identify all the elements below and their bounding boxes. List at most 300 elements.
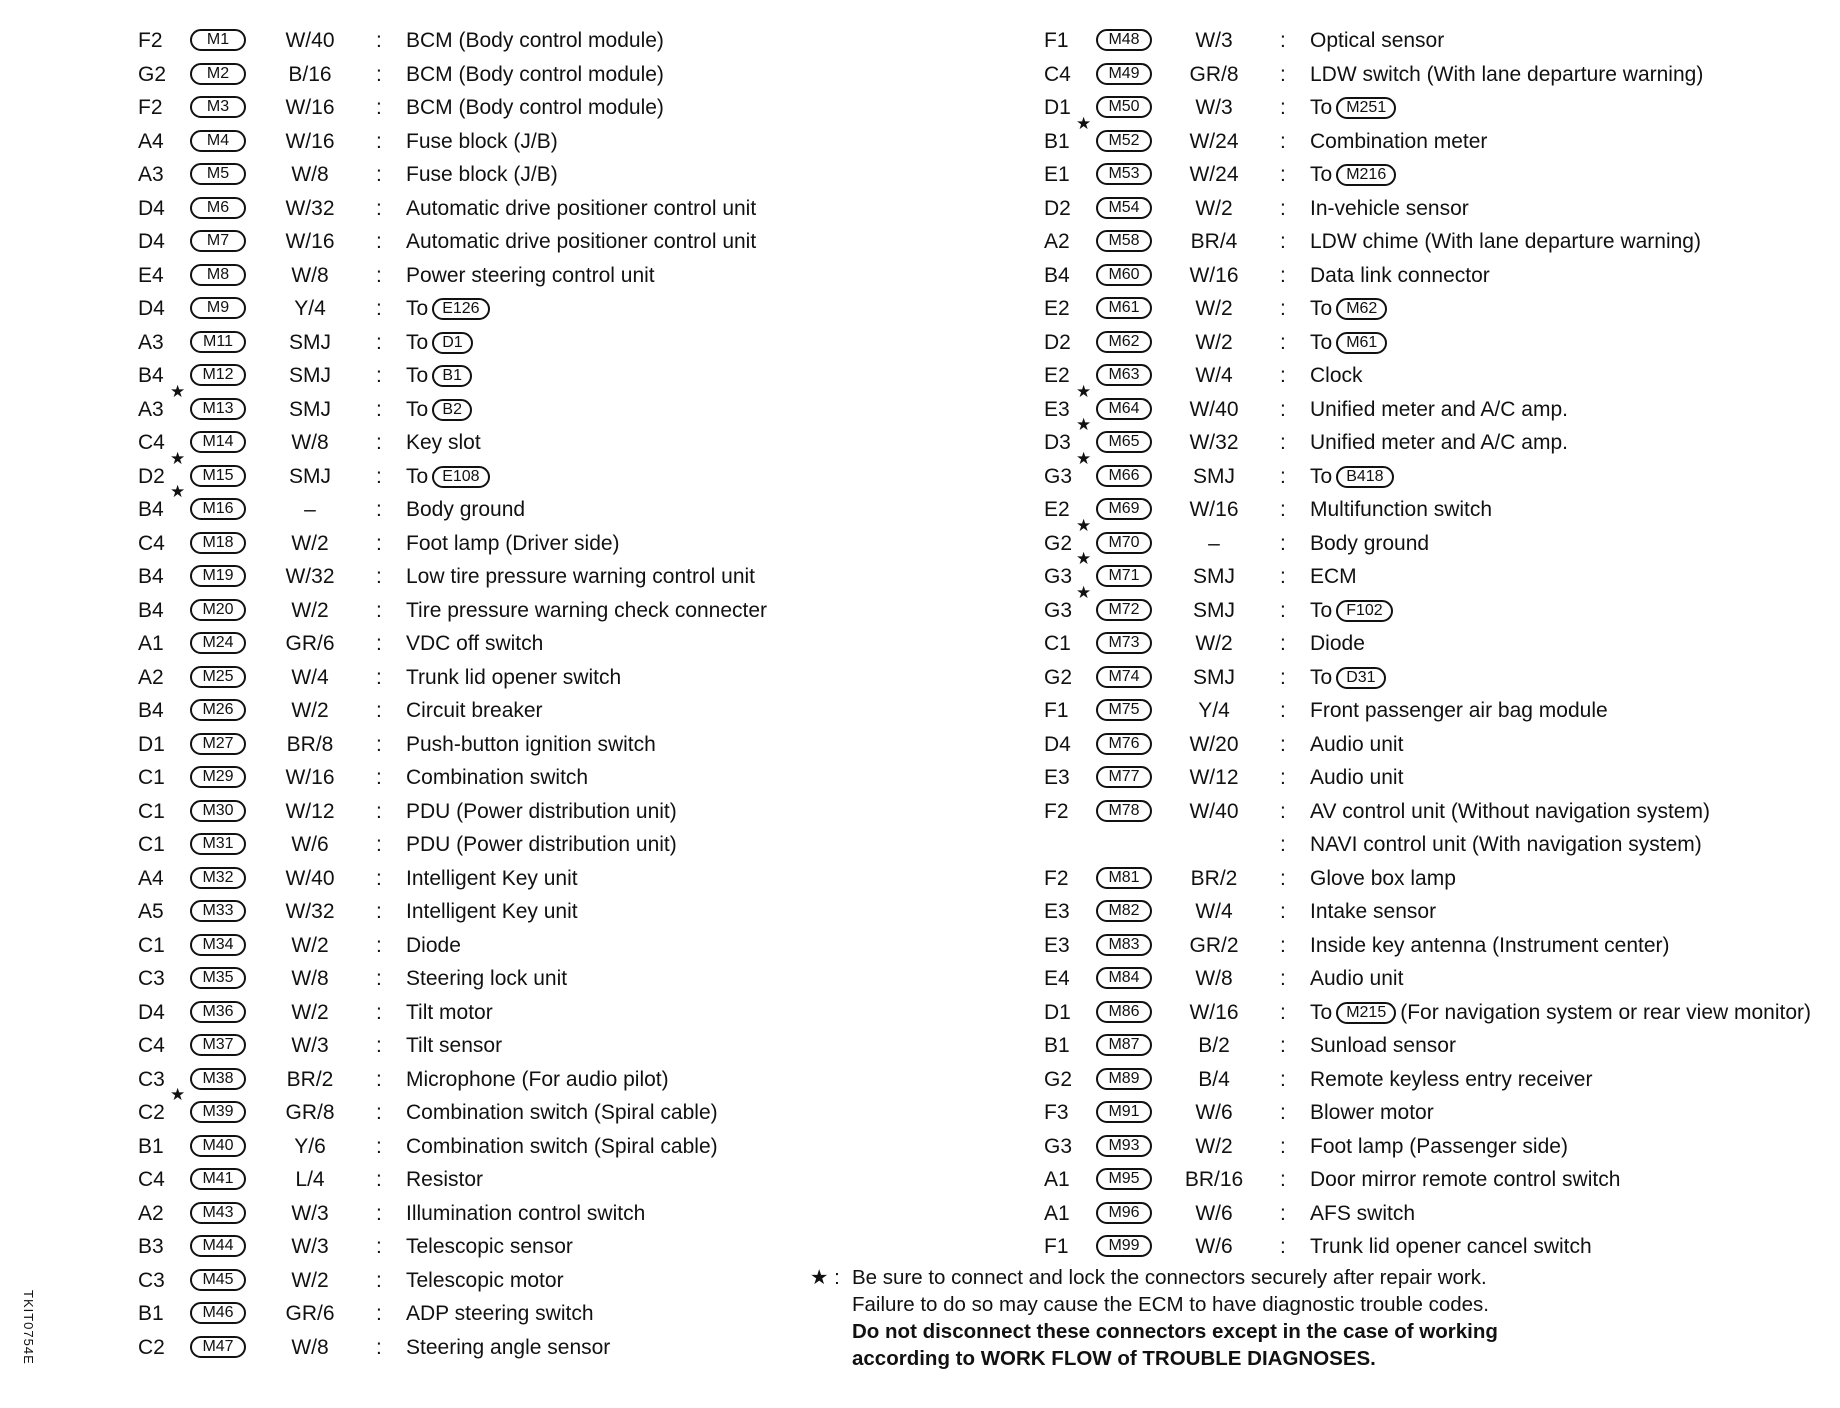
grid-location: A2: [138, 665, 164, 689]
connector-color-code: W/16: [285, 96, 335, 119]
separator: :: [1280, 96, 1286, 119]
connector-badge: M86: [1096, 1001, 1152, 1023]
connector-description: [1310, 761, 1403, 795]
connector-description: [406, 728, 656, 762]
grid-location: A2: [1044, 230, 1070, 253]
connector-color-code: B/4: [1198, 1067, 1230, 1091]
connector-badge: M63: [1096, 364, 1152, 386]
connector-color-code: W/16: [1189, 498, 1239, 521]
connector-description: [1310, 527, 1429, 561]
connector-color-code: W/2: [291, 699, 329, 722]
separator: :: [376, 1134, 382, 1158]
connector-color-code: W/2: [291, 1000, 329, 1024]
grid-location: D4: [1044, 732, 1071, 756]
connector-badge: M5: [190, 163, 246, 185]
connector-description: [406, 627, 543, 661]
connector-color-code: W/24: [1189, 129, 1239, 153]
connector-color-code: –: [1208, 531, 1220, 555]
connector-description: [406, 560, 755, 594]
grid-location: C3: [138, 1067, 165, 1091]
connector-color-code: W/2: [1195, 196, 1233, 220]
connector-badge: M50: [1096, 96, 1152, 118]
separator: :: [376, 1201, 382, 1225]
description-text: Diode: [406, 933, 461, 957]
footnote-line-1: Be sure to connect and lock the connectors securely after repair work.: [852, 1266, 1487, 1289]
separator: :: [376, 900, 382, 923]
separator: :: [376, 732, 382, 756]
connector-description: [1310, 259, 1490, 293]
connector-description: [1310, 728, 1403, 762]
connector-badge: M20: [190, 599, 246, 621]
connector-badge: M87: [1096, 1034, 1152, 1056]
separator: :: [1280, 1067, 1286, 1091]
connector-badge: M43: [190, 1202, 246, 1224]
connector-badge: M71: [1096, 565, 1152, 587]
separator: :: [376, 1101, 382, 1124]
separator: :: [1280, 598, 1286, 622]
connector-description: [406, 1264, 564, 1298]
target-connector-badge: D1: [432, 332, 472, 354]
connector-badge: M12: [190, 364, 246, 386]
grid-location: E4: [138, 263, 164, 287]
connector-description: [1310, 1096, 1434, 1130]
separator: :: [1280, 900, 1286, 923]
description-text: Fuse block (J/B): [406, 163, 558, 186]
connector-badge: M44: [190, 1235, 246, 1257]
star-icon: ★: [1076, 582, 1092, 602]
grid-location: A4: [138, 866, 164, 890]
description-text: Data link connector: [1310, 263, 1490, 287]
description-text: To: [1310, 163, 1333, 186]
connector-badge: M45: [190, 1269, 246, 1291]
description-text: To: [1310, 598, 1333, 622]
description-text: Tilt motor: [406, 1000, 493, 1024]
separator: :: [376, 263, 382, 287]
separator: :: [1280, 933, 1286, 957]
connector-description: [1310, 91, 1400, 125]
connector-color-code: BR/2: [286, 1067, 334, 1091]
description-text: BCM (Body control module): [406, 62, 664, 86]
grid-location: D1: [138, 732, 165, 756]
grid-location: F2: [138, 29, 163, 52]
separator: :: [1280, 1201, 1286, 1225]
connector-description: [406, 895, 578, 929]
connector-description: [406, 125, 558, 159]
connector-badge: M77: [1096, 766, 1152, 788]
separator: :: [376, 431, 382, 454]
description-text: To: [406, 330, 429, 354]
description-text: LDW switch (With lane departure warning): [1310, 62, 1704, 86]
grid-location: E2: [1044, 364, 1070, 387]
connector-description: [406, 326, 477, 360]
description-text: Sunload sensor: [1310, 1034, 1456, 1057]
connector-description: [406, 1096, 718, 1130]
connector-description: [1310, 426, 1568, 460]
description-text: Clock: [1310, 364, 1363, 387]
separator: :: [376, 96, 382, 119]
description-text: Combination switch: [406, 766, 589, 789]
grid-location: F2: [1044, 866, 1069, 890]
connector-color-code: W/8: [1195, 967, 1233, 990]
description-text: To: [406, 464, 429, 488]
description-text: To: [1310, 330, 1333, 354]
connector-badge: M47: [190, 1336, 246, 1358]
separator: :: [1280, 665, 1286, 689]
target-connector-badge: E126: [432, 298, 489, 320]
connector-color-code: W/3: [291, 1201, 329, 1225]
description-text: To: [1310, 1000, 1333, 1024]
description-text: To: [1310, 665, 1333, 689]
grid-location: C4: [1044, 62, 1071, 86]
grid-location: E3: [1044, 933, 1070, 957]
grid-location: F2: [138, 96, 163, 119]
connector-badge: M35: [190, 967, 246, 989]
connector-color-code: W/2: [291, 531, 329, 555]
description-text: Foot lamp (Passenger side): [1310, 1134, 1568, 1158]
connector-color-code: Y/6: [294, 1134, 326, 1158]
separator: :: [376, 129, 382, 153]
footnote-warning-2: according to WORK FLOW of TROUBLE DIAGNOSES.: [852, 1347, 1376, 1370]
separator: :: [376, 799, 382, 823]
separator: :: [376, 1335, 382, 1359]
connector-badge: M3: [190, 96, 246, 118]
connector-description: [1310, 1197, 1415, 1231]
connector-description: [1310, 594, 1397, 628]
connector-description: [406, 460, 494, 494]
grid-location: A3: [138, 397, 164, 421]
connector-badge: M72: [1096, 599, 1152, 621]
connector-color-code: W/3: [1195, 29, 1233, 52]
description-text: Combination meter: [1310, 129, 1488, 153]
connector-badge: M73: [1096, 632, 1152, 654]
grid-location: D2: [1044, 196, 1071, 220]
grid-location: B1: [138, 1302, 164, 1325]
description-text: Low tire pressure warning control unit: [406, 565, 756, 588]
separator: :: [1280, 699, 1286, 722]
connector-description: [1310, 996, 1811, 1030]
connector-badge: M66: [1096, 465, 1152, 487]
connector-badge: M9: [190, 297, 246, 319]
connector-color-code: W/12: [285, 799, 335, 823]
separator: :: [1280, 1000, 1286, 1024]
connector-color-code: W/40: [1189, 799, 1239, 823]
star-icon: ★: [1076, 381, 1092, 401]
connector-description: [1310, 292, 1391, 326]
connector-badge: M39: [190, 1101, 246, 1123]
separator: :: [376, 1034, 382, 1057]
connector-description: [406, 426, 481, 460]
separator: :: [376, 330, 382, 354]
connector-color-code: SMJ: [289, 397, 331, 421]
connector-description: [1310, 661, 1390, 695]
grid-location: C1: [138, 799, 165, 823]
connector-color-code: W/2: [1195, 297, 1233, 320]
grid-location: E3: [1044, 900, 1070, 923]
grid-location: A4: [138, 129, 164, 153]
description-text: BCM (Body control module): [406, 96, 664, 119]
description-text: VDC off switch: [406, 632, 544, 655]
connector-badge: M29: [190, 766, 246, 788]
connector-description: [406, 862, 578, 896]
description-text: Foot lamp (Driver side): [406, 531, 620, 555]
target-connector-badge: M215: [1336, 1002, 1396, 1024]
connector-color-code: W/2: [291, 933, 329, 957]
separator: :: [376, 1235, 382, 1258]
connector-description: [406, 661, 621, 695]
connector-description: [406, 761, 588, 795]
separator: :: [1280, 799, 1286, 823]
connector-color-code: W/4: [291, 665, 329, 689]
separator: :: [1280, 297, 1286, 320]
separator: :: [1280, 263, 1286, 287]
connector-description: [1310, 493, 1492, 527]
connector-badge: M96: [1096, 1202, 1152, 1224]
connector-color-code: L/4: [295, 1168, 325, 1191]
description-text: Audio unit: [1310, 967, 1404, 990]
grid-location: F3: [1044, 1101, 1069, 1124]
description-text: Blower motor: [1310, 1101, 1434, 1124]
separator: :: [376, 766, 382, 789]
connector-badge: M27: [190, 733, 246, 755]
grid-location: B1: [138, 1134, 164, 1158]
separator: :: [376, 397, 382, 421]
description-text: Glove box lamp: [1310, 866, 1456, 890]
grid-location: B3: [138, 1235, 164, 1258]
connector-color-code: SMJ: [1193, 598, 1235, 622]
connector-badge: M48: [1096, 29, 1152, 51]
description-text: Unified meter and A/C amp.: [1310, 397, 1568, 421]
description-text: Diode: [1310, 632, 1365, 655]
description-text: To: [406, 364, 429, 387]
description-text: Power steering control unit: [406, 263, 655, 287]
connector-color-code: W/16: [285, 230, 335, 253]
connector-color-code: W/8: [291, 431, 329, 454]
connector-badge: M81: [1096, 867, 1152, 889]
separator: :: [376, 297, 382, 320]
connector-description: [406, 58, 664, 92]
description-text: To: [1310, 96, 1333, 119]
footnote-warning-1: Do not disconnect these connectors except in the case of working: [852, 1320, 1498, 1343]
target-connector-badge: M62: [1336, 298, 1387, 320]
connector-badge: M95: [1096, 1168, 1152, 1190]
grid-location: B4: [1044, 263, 1070, 287]
connector-badge: M69: [1096, 498, 1152, 520]
grid-location: A2: [138, 1201, 164, 1225]
connector-description: [406, 1163, 483, 1197]
connector-description: [406, 1029, 502, 1063]
connector-description: [1310, 1029, 1456, 1063]
separator: :: [1280, 364, 1286, 387]
connector-color-code: BR/16: [1184, 1168, 1244, 1191]
connector-description: [1310, 862, 1456, 896]
connector-color-code: B/2: [1198, 1034, 1230, 1057]
description-text: Illumination control switch: [406, 1201, 646, 1225]
grid-location: A1: [1044, 1168, 1070, 1191]
connector-badge: M76: [1096, 733, 1152, 755]
connector-description: [1310, 393, 1568, 427]
separator: :: [1280, 967, 1286, 990]
separator: :: [1280, 498, 1286, 521]
connector-badge: M64: [1096, 398, 1152, 420]
separator: :: [1280, 531, 1286, 555]
description-text: PDU (Power distribution unit): [406, 799, 677, 823]
grid-location: C3: [138, 967, 165, 990]
connector-color-code: W/32: [285, 196, 335, 220]
grid-location: G3: [1044, 565, 1073, 588]
connector-color-code: GR/6: [285, 1302, 335, 1325]
connector-color-code: W/3: [1195, 96, 1233, 119]
grid-location: C2: [138, 1101, 165, 1124]
separator: :: [1280, 1034, 1286, 1057]
connector-color-code: W/6: [1195, 1101, 1233, 1124]
connector-badge: M11: [190, 331, 246, 353]
connector-color-code: SMJ: [1193, 464, 1235, 488]
description-text: Intelligent Key unit: [406, 866, 578, 890]
separator: :: [1280, 464, 1286, 488]
separator: :: [376, 1168, 382, 1191]
description-text: Fuse block (J/B): [406, 129, 558, 153]
target-connector-badge: E108: [432, 466, 489, 488]
connector-color-code: W/16: [1189, 263, 1239, 287]
connector-description: [1310, 828, 1702, 862]
grid-location: E1: [1044, 163, 1070, 186]
connector-color-code: –: [304, 498, 316, 521]
connector-description: [1310, 359, 1363, 393]
target-connector-badge: B1: [432, 365, 472, 387]
connector-description: [406, 393, 476, 427]
grid-location: B1: [1044, 129, 1070, 153]
grid-location: G3: [1044, 598, 1073, 622]
target-connector-badge: B2: [432, 399, 472, 421]
grid-location: C1: [138, 766, 165, 789]
connector-badge: M46: [190, 1302, 246, 1324]
grid-location: B4: [138, 498, 164, 521]
grid-location: C4: [138, 1034, 165, 1057]
connector-color-code: W/2: [291, 598, 329, 622]
description-note: (For navigation system or rear view monitor): [1400, 1000, 1812, 1024]
connector-description: [406, 359, 476, 393]
description-text: Unified meter and A/C amp.: [1310, 431, 1568, 454]
connector-description: [406, 1230, 573, 1264]
separator: :: [376, 29, 382, 52]
connector-description: [1310, 962, 1403, 996]
description-text: Microphone (For audio pilot): [406, 1067, 669, 1091]
separator: :: [376, 1302, 382, 1325]
separator: :: [1280, 1168, 1286, 1191]
star-icon: ★: [1076, 549, 1092, 568]
connector-badge: M26: [190, 699, 246, 721]
connector-badge: M70: [1096, 532, 1152, 554]
connector-description: [406, 259, 655, 293]
connector-badge: M14: [190, 431, 246, 453]
connector-color-code: W/2: [1195, 330, 1233, 354]
description-text: AFS switch: [1310, 1201, 1416, 1225]
description-text: Resistor: [406, 1168, 484, 1191]
connector-badge: M52: [1096, 130, 1152, 152]
connector-color-code: W/32: [1189, 431, 1239, 454]
connector-color-code: SMJ: [289, 330, 331, 354]
grid-location: A1: [1044, 1201, 1070, 1225]
connector-badge: M75: [1096, 699, 1152, 721]
star-icon: ★: [170, 381, 186, 401]
connector-badge: M30: [190, 800, 246, 822]
grid-location: D2: [1044, 330, 1071, 354]
connector-description: [1310, 1063, 1592, 1097]
grid-location: B4: [138, 565, 164, 588]
connector-color-code: GR/8: [285, 1101, 335, 1124]
description-text: Trunk lid opener switch: [406, 665, 622, 689]
connector-badge: M99: [1096, 1235, 1152, 1257]
description-text: Remote keyless entry receiver: [1310, 1067, 1593, 1091]
target-connector-badge: D31: [1336, 667, 1385, 689]
description-text: ECM: [1310, 565, 1357, 588]
description-text: PDU (Power distribution unit): [406, 833, 677, 856]
connector-badge: M24: [190, 632, 246, 654]
footnote: [810, 1264, 1498, 1372]
description-text: AV control unit (Without navigation system): [1310, 799, 1710, 823]
description-text: Audio unit: [1310, 766, 1404, 789]
separator: :: [1280, 29, 1286, 52]
grid-location: E2: [1044, 498, 1070, 521]
description-text: Circuit breaker: [406, 699, 543, 722]
grid-location: C4: [138, 531, 165, 555]
connector-badge: M40: [190, 1135, 246, 1157]
separator: :: [376, 665, 382, 689]
separator: :: [1280, 1235, 1286, 1258]
separator: :: [376, 699, 382, 722]
connector-color-code: W/6: [291, 833, 329, 856]
description-text: Tilt sensor: [406, 1034, 503, 1057]
grid-location: G3: [1044, 1134, 1073, 1158]
separator: :: [1280, 196, 1286, 220]
separator: :: [1280, 397, 1286, 421]
connector-description: [1310, 125, 1487, 159]
target-connector-badge: M61: [1336, 332, 1387, 354]
grid-location: G2: [1044, 531, 1073, 555]
connector-description: [406, 996, 493, 1030]
description-text: Key slot: [406, 431, 481, 454]
connector-color-code: W/40: [285, 866, 335, 890]
description-text: Combination switch (Spiral cable): [406, 1134, 718, 1158]
connector-description: [406, 91, 664, 125]
grid-location: B4: [138, 699, 164, 722]
star-icon: ★: [170, 448, 186, 468]
star-icon: ★: [1076, 415, 1092, 434]
grid-location: B1: [1044, 1034, 1070, 1057]
connector-color-code: W/40: [285, 29, 335, 52]
connector-badge: M25: [190, 666, 246, 688]
grid-location: G2: [1044, 665, 1073, 689]
connector-color-code: BR/2: [1190, 866, 1238, 890]
grid-location: C1: [138, 933, 165, 957]
connector-description: [1310, 895, 1436, 929]
grid-location: A1: [138, 632, 164, 655]
separator: :: [1280, 330, 1286, 354]
connector-badge: M38: [190, 1068, 246, 1090]
connector-color-code: Y/4: [294, 297, 326, 320]
connector-description: [1310, 192, 1469, 226]
grid-location: D4: [138, 297, 165, 320]
connector-color-code: W/2: [291, 1268, 329, 1292]
separator: :: [376, 967, 382, 990]
grid-location: A3: [138, 163, 164, 186]
description-text: Door mirror remote control switch: [1310, 1168, 1621, 1191]
description-text: Steering angle sensor: [406, 1335, 611, 1359]
connector-color-code: W/4: [1195, 364, 1233, 387]
star-icon: ★: [1076, 113, 1092, 133]
separator: :: [1280, 1134, 1286, 1158]
grid-location: C1: [1044, 632, 1071, 655]
